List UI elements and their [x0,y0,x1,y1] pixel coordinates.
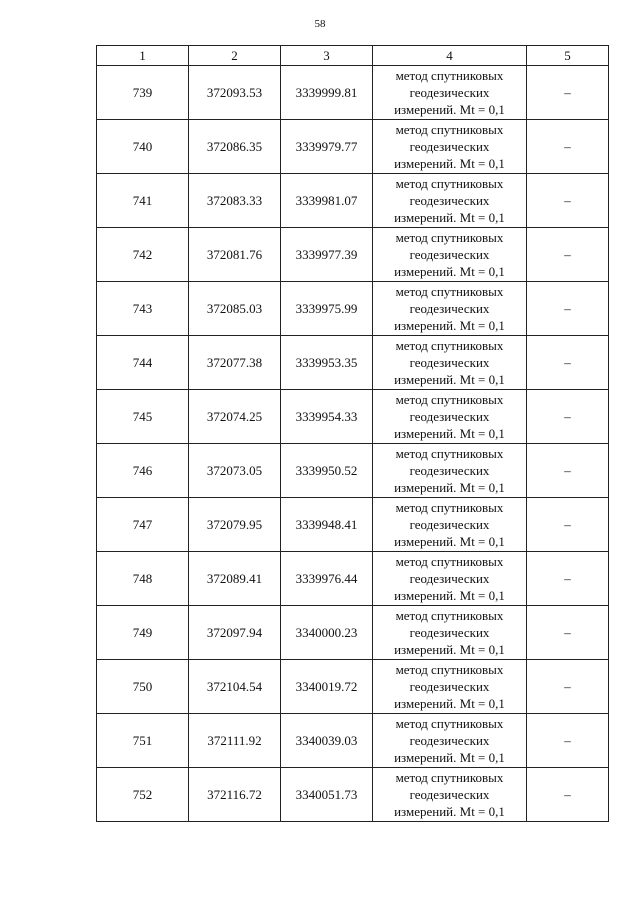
y-coordinate-cell: 3340019.72 [281,660,373,714]
method-line: метод спутниковых [395,554,504,569]
table-row [97,768,609,822]
table-row [97,390,609,444]
method-line: измерений. Mt = 0,1 [394,102,505,117]
method-line: геодезических [409,463,490,478]
column-5-cell: – [527,390,609,444]
table-row [97,66,609,120]
method-line: измерений. Mt = 0,1 [394,156,505,171]
method-line: геодезических [409,733,490,748]
coordinates-table [96,45,609,822]
method-cell [373,714,527,768]
y-coordinate-cell: 3339975.99 [281,282,373,336]
column-5-cell: – [527,228,609,282]
method-line: геодезических [409,139,490,154]
point-number-cell: 744 [97,336,189,390]
method-line: геодезических [409,301,490,316]
column-5-cell: – [527,606,609,660]
y-coordinate-cell: 3339953.35 [281,336,373,390]
method-line: метод спутниковых [395,608,504,623]
method-line: метод спутниковых [395,230,504,245]
method-cell [373,660,527,714]
table-row [97,228,609,282]
table-header-row [97,46,609,66]
y-coordinate-cell: 3339976.44 [281,552,373,606]
x-coordinate-cell: 372073.05 [189,444,281,498]
method-line: геодезических [409,247,490,262]
table-row [97,282,609,336]
method-line: измерений. Mt = 0,1 [394,750,505,765]
point-number-cell: 752 [97,768,189,822]
method-line: геодезических [409,571,490,586]
method-cell [373,66,527,120]
method-cell [373,606,527,660]
method-cell [373,552,527,606]
method-line: метод спутниковых [395,500,504,515]
column-5-cell: – [527,336,609,390]
point-number-cell: 748 [97,552,189,606]
method-line: геодезических [409,625,490,640]
y-coordinate-cell: 3339954.33 [281,390,373,444]
table-row [97,174,609,228]
point-number-cell: 742 [97,228,189,282]
x-coordinate-cell: 372079.95 [189,498,281,552]
method-line: метод спутниковых [395,122,504,137]
y-coordinate-cell: 3339948.41 [281,498,373,552]
column-header: 4 [373,46,527,66]
point-number-cell: 740 [97,120,189,174]
method-line: метод спутниковых [395,392,504,407]
method-cell [373,444,527,498]
y-coordinate-cell: 3340051.73 [281,768,373,822]
table-row [97,606,609,660]
method-cell [373,228,527,282]
point-number-cell: 739 [97,66,189,120]
y-coordinate-cell: 3339977.39 [281,228,373,282]
method-line: измерений. Mt = 0,1 [394,534,505,549]
column-5-cell: – [527,552,609,606]
column-5-cell: – [527,768,609,822]
table-row [97,444,609,498]
method-line: геодезических [409,517,490,532]
point-number-cell: 745 [97,390,189,444]
method-cell [373,120,527,174]
column-5-cell: – [527,282,609,336]
method-line: измерений. Mt = 0,1 [394,372,505,387]
y-coordinate-cell: 3339979.77 [281,120,373,174]
point-number-cell: 746 [97,444,189,498]
method-line: геодезических [409,355,490,370]
x-coordinate-cell: 372074.25 [189,390,281,444]
table-row [97,552,609,606]
method-line: геодезических [409,409,490,424]
x-coordinate-cell: 372077.38 [189,336,281,390]
table-row [97,120,609,174]
x-coordinate-cell: 372085.03 [189,282,281,336]
method-line: метод спутниковых [395,176,504,191]
point-number-cell: 751 [97,714,189,768]
column-5-cell: – [527,714,609,768]
column-header: 5 [527,46,609,66]
method-line: геодезических [409,787,490,802]
method-line: метод спутниковых [395,662,504,677]
method-line: измерений. Mt = 0,1 [394,318,505,333]
x-coordinate-cell: 372081.76 [189,228,281,282]
method-line: метод спутниковых [395,446,504,461]
x-coordinate-cell: 372093.53 [189,66,281,120]
method-line: измерений. Mt = 0,1 [394,804,505,819]
point-number-cell: 743 [97,282,189,336]
method-line: геодезических [409,193,490,208]
method-line: измерений. Mt = 0,1 [394,588,505,603]
column-5-cell: – [527,66,609,120]
y-coordinate-cell: 3340000.23 [281,606,373,660]
method-line: измерений. Mt = 0,1 [394,480,505,495]
y-coordinate-cell: 3339950.52 [281,444,373,498]
column-5-cell: – [527,174,609,228]
y-coordinate-cell: 3340039.03 [281,714,373,768]
column-header: 3 [281,46,373,66]
point-number-cell: 750 [97,660,189,714]
x-coordinate-cell: 372086.35 [189,120,281,174]
table-row [97,498,609,552]
point-number-cell: 749 [97,606,189,660]
method-line: измерений. Mt = 0,1 [394,210,505,225]
column-5-cell: – [527,120,609,174]
method-line: метод спутниковых [395,338,504,353]
y-coordinate-cell: 3339981.07 [281,174,373,228]
table-row [97,660,609,714]
method-cell [373,768,527,822]
method-line: измерений. Mt = 0,1 [394,642,505,657]
method-cell [373,282,527,336]
method-cell [373,498,527,552]
method-line: измерений. Mt = 0,1 [394,426,505,441]
column-header: 2 [189,46,281,66]
method-line: метод спутниковых [395,68,504,83]
point-number-cell: 747 [97,498,189,552]
method-line: метод спутниковых [395,716,504,731]
x-coordinate-cell: 372104.54 [189,660,281,714]
method-line: геодезических [409,85,490,100]
x-coordinate-cell: 372116.72 [189,768,281,822]
x-coordinate-cell: 372083.33 [189,174,281,228]
x-coordinate-cell: 372111.92 [189,714,281,768]
column-5-cell: – [527,498,609,552]
x-coordinate-cell: 372089.41 [189,552,281,606]
method-line: метод спутниковых [395,284,504,299]
point-number-cell: 741 [97,174,189,228]
method-line: измерений. Mt = 0,1 [394,264,505,279]
table-row [97,714,609,768]
x-coordinate-cell: 372097.94 [189,606,281,660]
method-line: метод спутниковых [395,770,504,785]
method-line: измерений. Mt = 0,1 [394,696,505,711]
column-5-cell: – [527,660,609,714]
method-cell [373,174,527,228]
y-coordinate-cell: 3339999.81 [281,66,373,120]
table-row [97,336,609,390]
method-cell [373,390,527,444]
page-number: 58 [314,18,326,30]
method-cell [373,336,527,390]
method-line: геодезических [409,679,490,694]
column-5-cell: – [527,444,609,498]
column-header: 1 [97,46,189,66]
